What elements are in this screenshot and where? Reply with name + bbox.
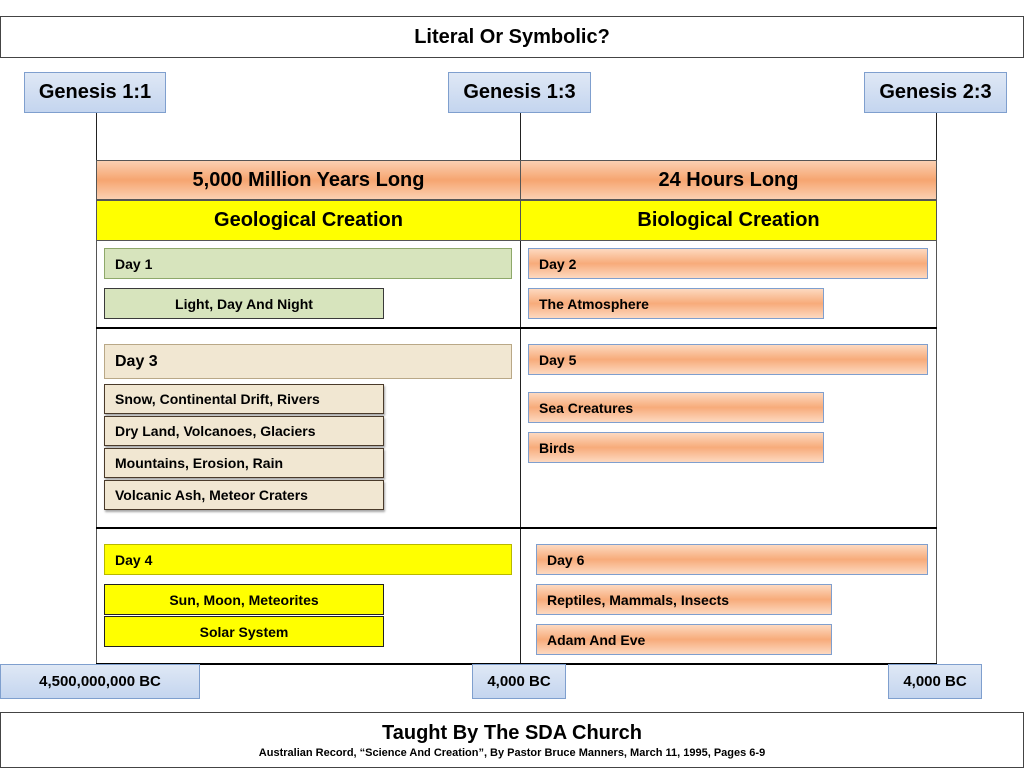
day-6-label: Day 6 [536, 544, 928, 575]
row-divider-2 [96, 527, 937, 529]
row-divider-1 [96, 327, 937, 329]
day-4-item: Sun, Moon, Meteorites [104, 584, 384, 615]
day-2-label: Day 2 [528, 248, 928, 279]
day-1-item: Light, Day And Night [104, 288, 384, 319]
footer-citation: Australian Record, “Science And Creation”, By Pastor Bruce Manners, March 11, 1995, Pages 6-9 [258, 746, 766, 759]
day-2-item: The Atmosphere [528, 288, 824, 319]
day-5-item: Sea Creatures [528, 392, 824, 423]
day-5-item: Birds [528, 432, 824, 463]
ref-genesis-1-1: Genesis 1:1 [24, 72, 166, 113]
day-3-item: Volcanic Ash, Meteor Craters [104, 480, 384, 510]
left-duration-header: 5,000 Million Years Long [96, 160, 521, 200]
day-5-label: Day 5 [528, 344, 928, 375]
footer [0, 712, 1024, 768]
left-creation-header: Geological Creation [96, 200, 521, 241]
day-6-item: Adam And Eve [536, 624, 832, 655]
footer-title: Taught By The SDA Church [382, 721, 642, 744]
date-start: 4,500,000,000 BC [0, 664, 200, 699]
page-title: Literal Or Symbolic? [0, 16, 1024, 58]
date-middle: 4,000 BC [472, 664, 566, 699]
ref-genesis-1-3: Genesis 1:3 [448, 72, 591, 113]
day-4-label: Day 4 [104, 544, 512, 575]
day-3-item: Mountains, Erosion, Rain [104, 448, 384, 478]
right-duration-header: 24 Hours Long [520, 160, 937, 200]
right-creation-header: Biological Creation [520, 200, 937, 241]
day-6-item: Reptiles, Mammals, Insects [536, 584, 832, 615]
date-end: 4,000 BC [888, 664, 982, 699]
day-3-item: Dry Land, Volcanoes, Glaciers [104, 416, 384, 446]
day-3-item: Snow, Continental Drift, Rivers [104, 384, 384, 414]
day-3-label: Day 3 [104, 344, 512, 379]
ref-genesis-2-3: Genesis 2:3 [864, 72, 1007, 113]
day-1-label: Day 1 [104, 248, 512, 279]
day-4-item: Solar System [104, 616, 384, 647]
